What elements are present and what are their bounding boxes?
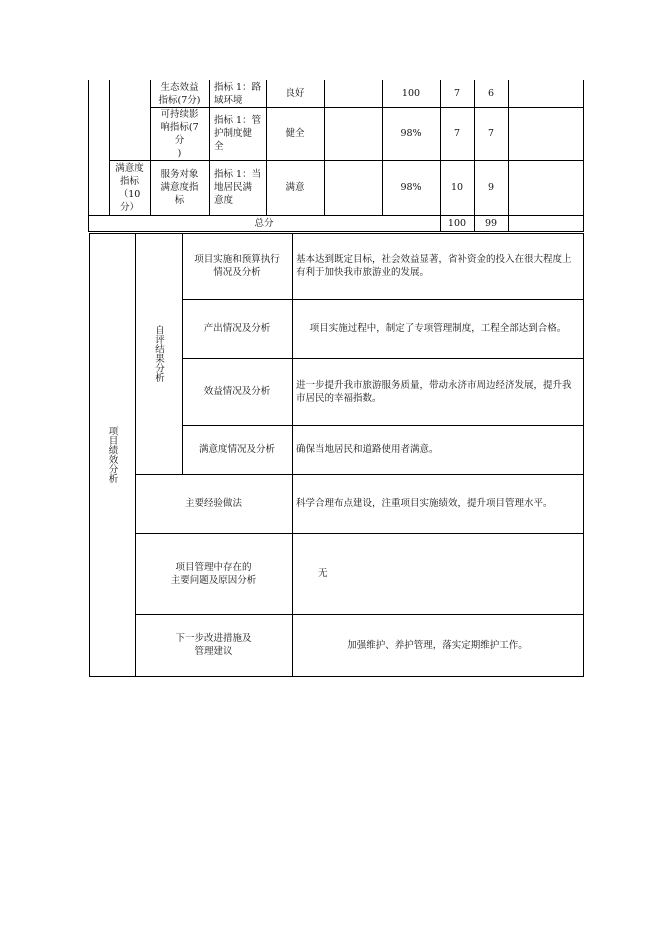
indicator-full-score: 7 (453, 128, 461, 139)
analysis-item-content: 确保当地居民和道路使用者满意。 (296, 444, 439, 455)
indicator-status: 满意 (285, 182, 305, 193)
indicator-target: 100 (401, 88, 421, 99)
analysis-item-content: 项目实施过程中，制定了专项管理制度，工程全部达到合格。 (309, 323, 567, 334)
table-rule (508, 80, 509, 232)
next-steps-content: 加强维护、养护管理，落实定期维护工作。 (347, 639, 528, 651)
indicator-target: 98% (400, 182, 422, 193)
table-rule (88, 80, 89, 232)
level2-indicator: 服务对象 满意度指 标 (160, 169, 199, 206)
indicator-full-score: 7 (453, 88, 461, 99)
experience-content: 科学合理布点建设，注重项目实施绩效，提升项目管理水平。 (296, 498, 553, 509)
level3-indicator: 指标 1：管 护制度健 全 (214, 115, 262, 152)
experience-label: 主要经验做法 (184, 498, 242, 509)
problems-label: 项目管理中存在的 主要问题及原因分析 (170, 561, 257, 586)
level1-indicator: 满意度 指标 （10 分） (115, 162, 144, 213)
indicator-status: 健全 (285, 128, 305, 139)
indicator-score: 9 (487, 182, 495, 193)
indicator-score: 7 (487, 128, 495, 139)
analysis-item-label: 产出情况及分析 (203, 323, 271, 334)
table-rule (89, 676, 584, 677)
total-label: 总分 (254, 217, 274, 229)
total-full-score: 100 (447, 217, 467, 229)
self-eval-label: 自评结果分析 (153, 325, 164, 382)
table-rule (324, 80, 325, 216)
table-rule (583, 80, 584, 232)
analysis-item-content: 进一步提升我市旅游服务质量，带动永济市周边经济发展，提升我市居民的幸福指数。 (296, 379, 572, 404)
level2-indicator: 可持续影 响指标(7 分 ) (160, 108, 199, 159)
analysis-item-label: 满意度情况及分析 (198, 444, 275, 455)
section-label: 项目绩效分析 (106, 426, 118, 483)
indicator-status: 良好 (285, 88, 305, 99)
indicator-target: 98% (400, 128, 422, 139)
indicator-full-score: 10 (450, 182, 464, 193)
table-rule (209, 80, 210, 216)
total-score: 99 (484, 217, 498, 229)
next-steps-label: 下一步改进措施及 管理建议 (175, 633, 252, 657)
analysis-item-content: 基本达到既定目标，社会效益显著，省补资金的投入在很大程度上有利于加快我市旅游业的发展。 (296, 254, 572, 278)
level3-indicator: 指标 1：路 域环境 (214, 81, 262, 106)
analysis-item-label: 效益情况及分析 (203, 386, 271, 397)
table-rule (88, 231, 584, 232)
level3-indicator: 指标 1：当 地居民满 意度 (214, 169, 262, 206)
level2-indicator: 生态效益 指标(7分) (158, 81, 201, 106)
problems-content: 无 (318, 568, 328, 579)
indicator-score: 6 (487, 88, 495, 99)
analysis-item-label: 项目实施和预算执行 情况及分析 (194, 254, 280, 278)
